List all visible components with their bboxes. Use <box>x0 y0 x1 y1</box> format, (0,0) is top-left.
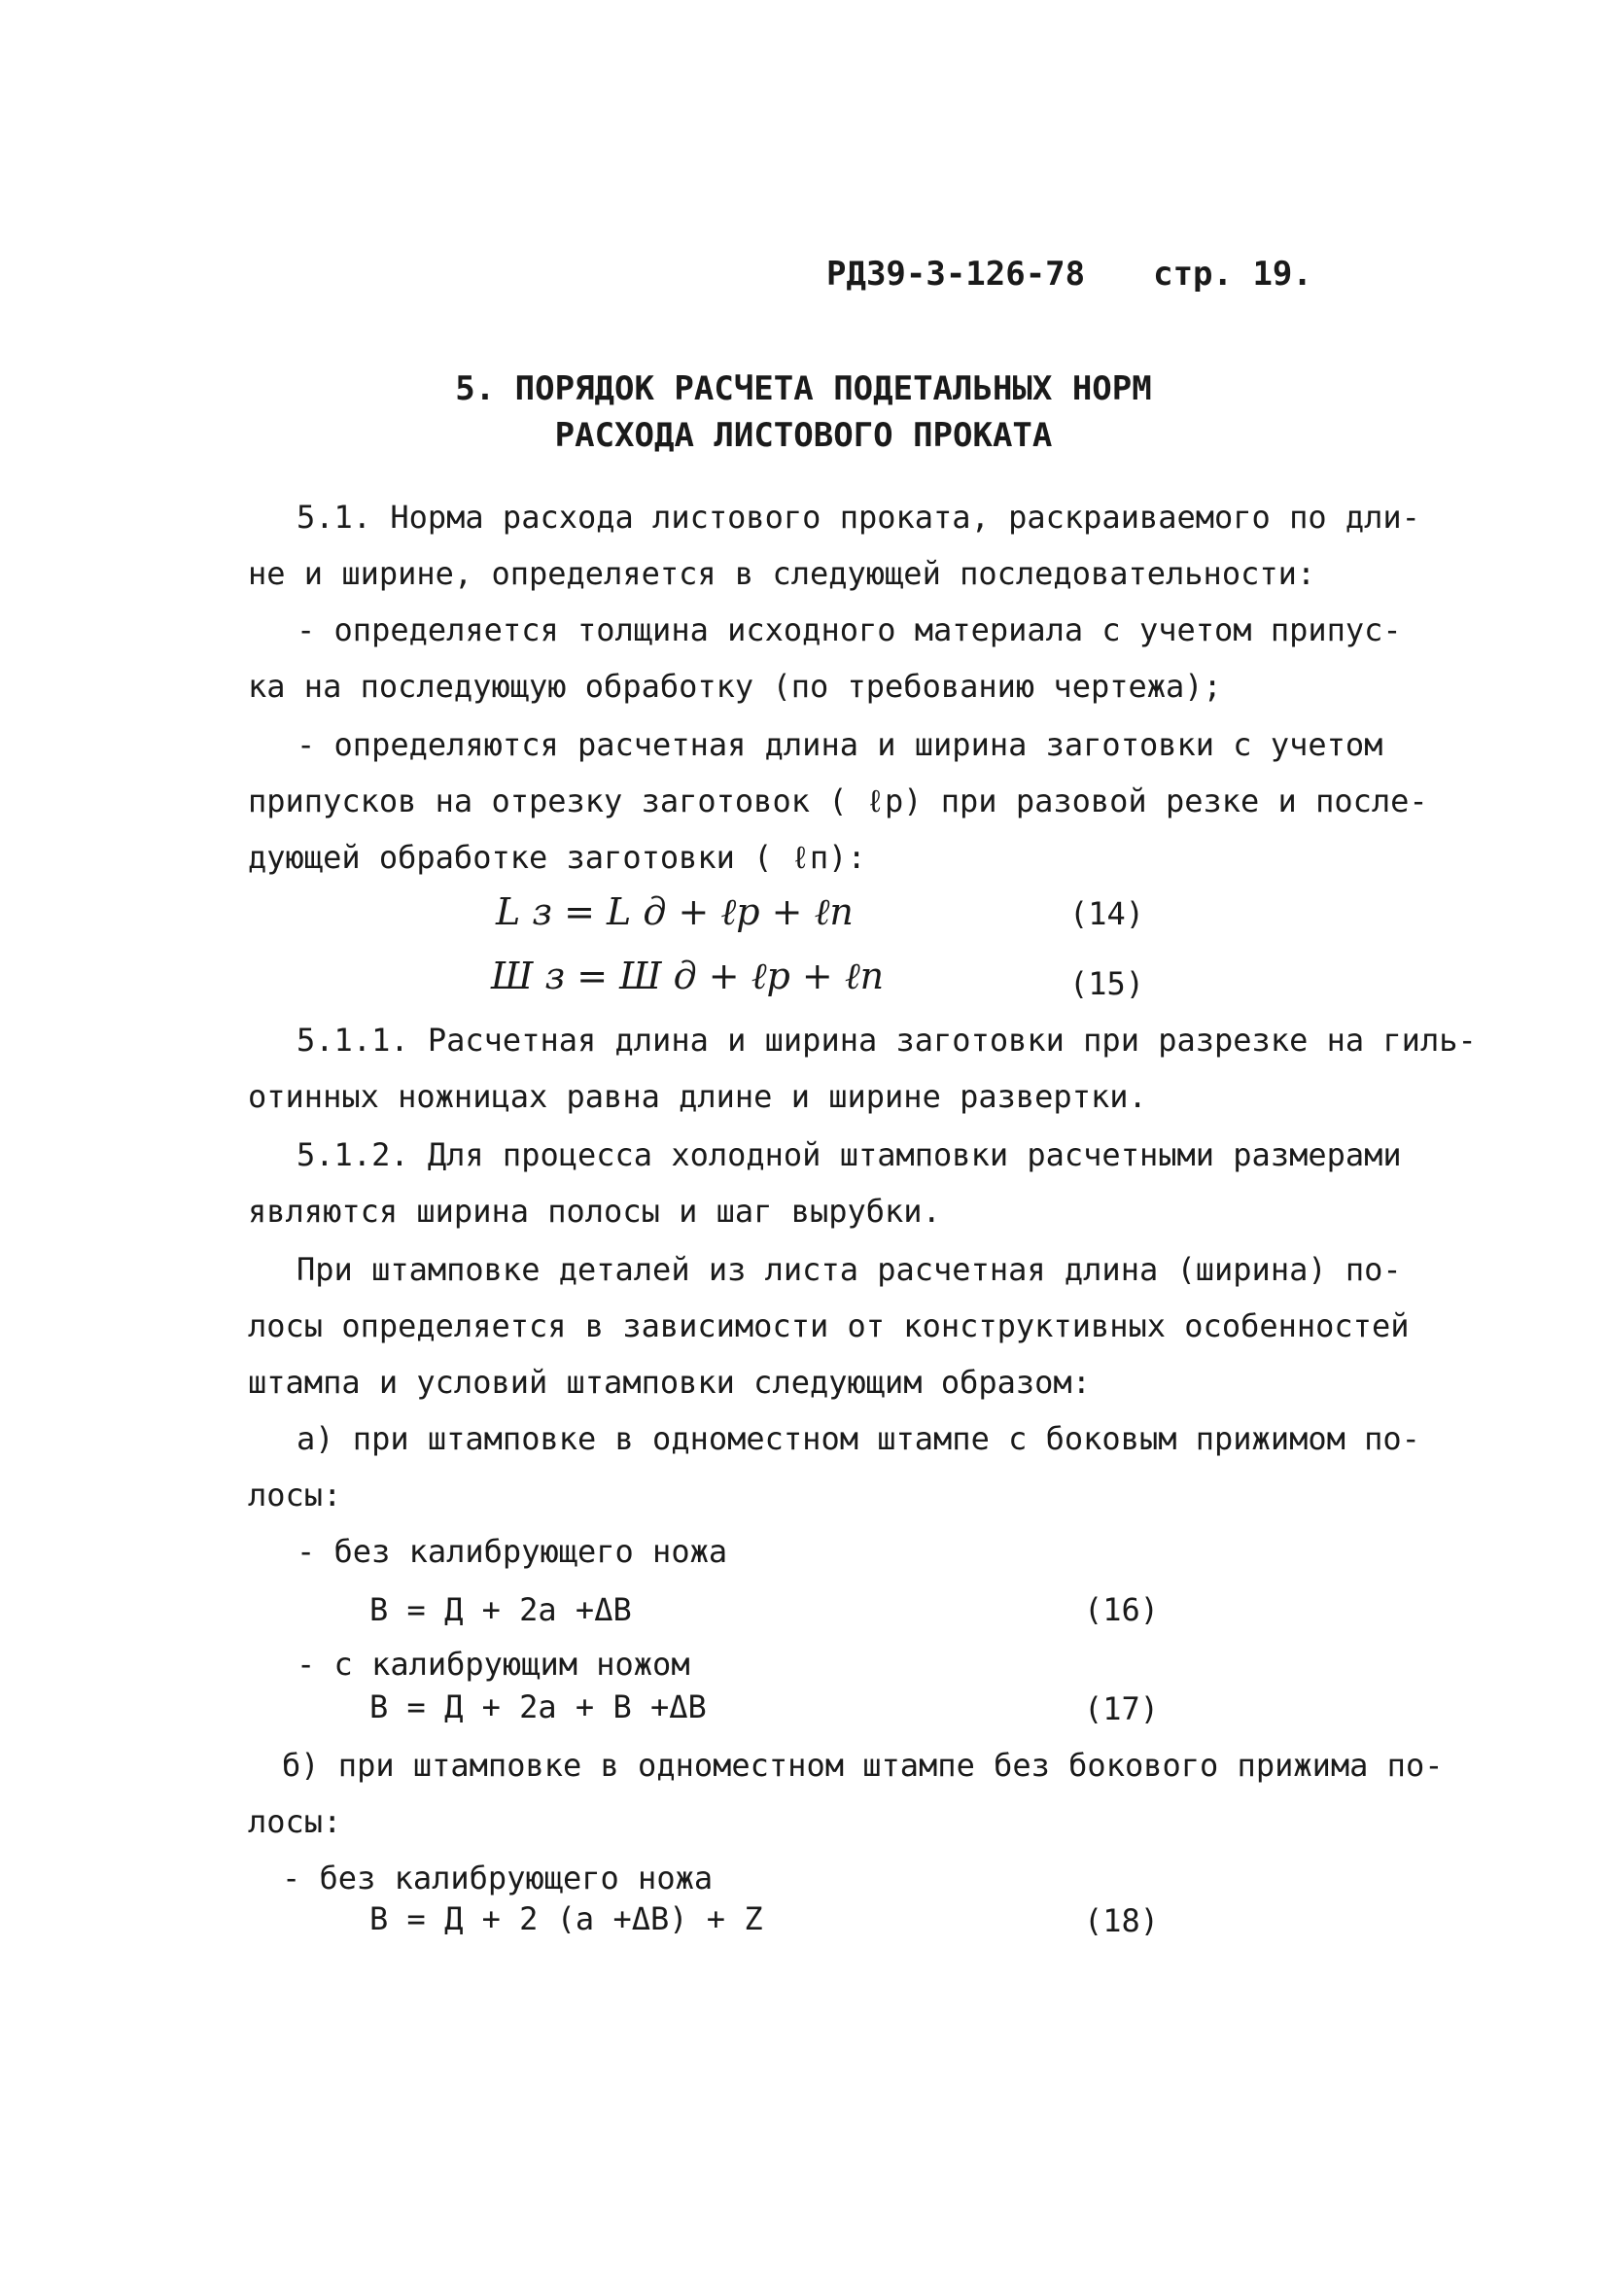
equation-number: (14) <box>1069 895 1145 932</box>
equation-number: (15) <box>1069 965 1145 1002</box>
paragraph-line: 5.1. Норма расхода листового проката, раскраиваемого по дли- <box>297 499 1420 536</box>
paragraph-line: б) при штамповке в одноместном штампе без бокового прижима по- <box>282 1747 1444 1784</box>
paragraph-line: - без калибрующего ножа <box>297 1533 728 1570</box>
paragraph-line: лосы: <box>248 1477 342 1513</box>
page-header <box>826 255 1312 294</box>
formula-17: В = Д + 2а + В +ΔВ <box>369 1688 707 1725</box>
equation-number: (17) <box>1084 1690 1160 1727</box>
paragraph-line: лосы определяется в зависимости от конструктивных особенностей <box>248 1307 1410 1344</box>
formula-16: В = Д + 2а +ΔВ <box>369 1591 632 1628</box>
paragraph-line: являются ширина полосы и шаг вырубки. <box>248 1193 941 1230</box>
paragraph-line: - без калибрующего ножа <box>282 1860 714 1896</box>
section-title-line2: РАСХОДА ЛИСТОВОГО ПРОКАТА <box>554 416 1053 455</box>
paragraph-line: ка на последующую обработку (по требованию чертежа); <box>248 668 1222 705</box>
formula-18: В = Д + 2 (а +ΔВ) + Z <box>369 1900 763 1937</box>
page-number: стр. 19. <box>1153 255 1312 294</box>
equation-number: (18) <box>1084 1902 1160 1939</box>
paragraph-line: - определяется толщина исходного материала с учетом припус- <box>297 611 1402 648</box>
formula-14: L з = L д + ℓр + ℓп <box>496 890 854 933</box>
document-code: РД39-3-126-78 <box>826 255 1086 294</box>
paragraph-line: 5.1.1. Расчетная длина и ширина заготовки при разрезке на гиль- <box>297 1022 1477 1059</box>
paragraph-line: не и ширине, определяется в следующей последовательности: <box>248 555 1316 592</box>
paragraph-line: - с калибрующим ножом <box>297 1646 690 1683</box>
paragraph-line: - определяются расчетная длина и ширина заготовки с учетом <box>297 726 1383 763</box>
paragraph-line: штампа и условий штамповки следующим образом: <box>248 1364 1091 1401</box>
paragraph-line: припусков на отрезку заготовок ( ℓр) при разовой резке и после- <box>248 783 1428 819</box>
paragraph-line: При штамповке деталей из листа расчетная длина (ширина) по- <box>297 1251 1402 1288</box>
section-title-line1: 5. ПОРЯДОК РАСЧЕТА ПОДЕТАЛЬНЫХ НОРМ <box>455 369 1152 408</box>
paragraph-line: 5.1.2. Для процесса холодной штамповки расчетными размерами <box>297 1136 1402 1173</box>
formula-15: Ш з = Ш д + ℓр + ℓп <box>491 955 885 997</box>
paragraph-line: дующей обработке заготовки ( ℓп): <box>248 839 866 876</box>
equation-number: (16) <box>1084 1591 1160 1628</box>
paragraph-line: а) при штамповке в одноместном штампе с боковым прижимом по- <box>297 1420 1420 1457</box>
paragraph-line: лосы: <box>248 1803 342 1840</box>
paragraph-line: отинных ножницах равна длине и ширине развертки. <box>248 1078 1147 1115</box>
